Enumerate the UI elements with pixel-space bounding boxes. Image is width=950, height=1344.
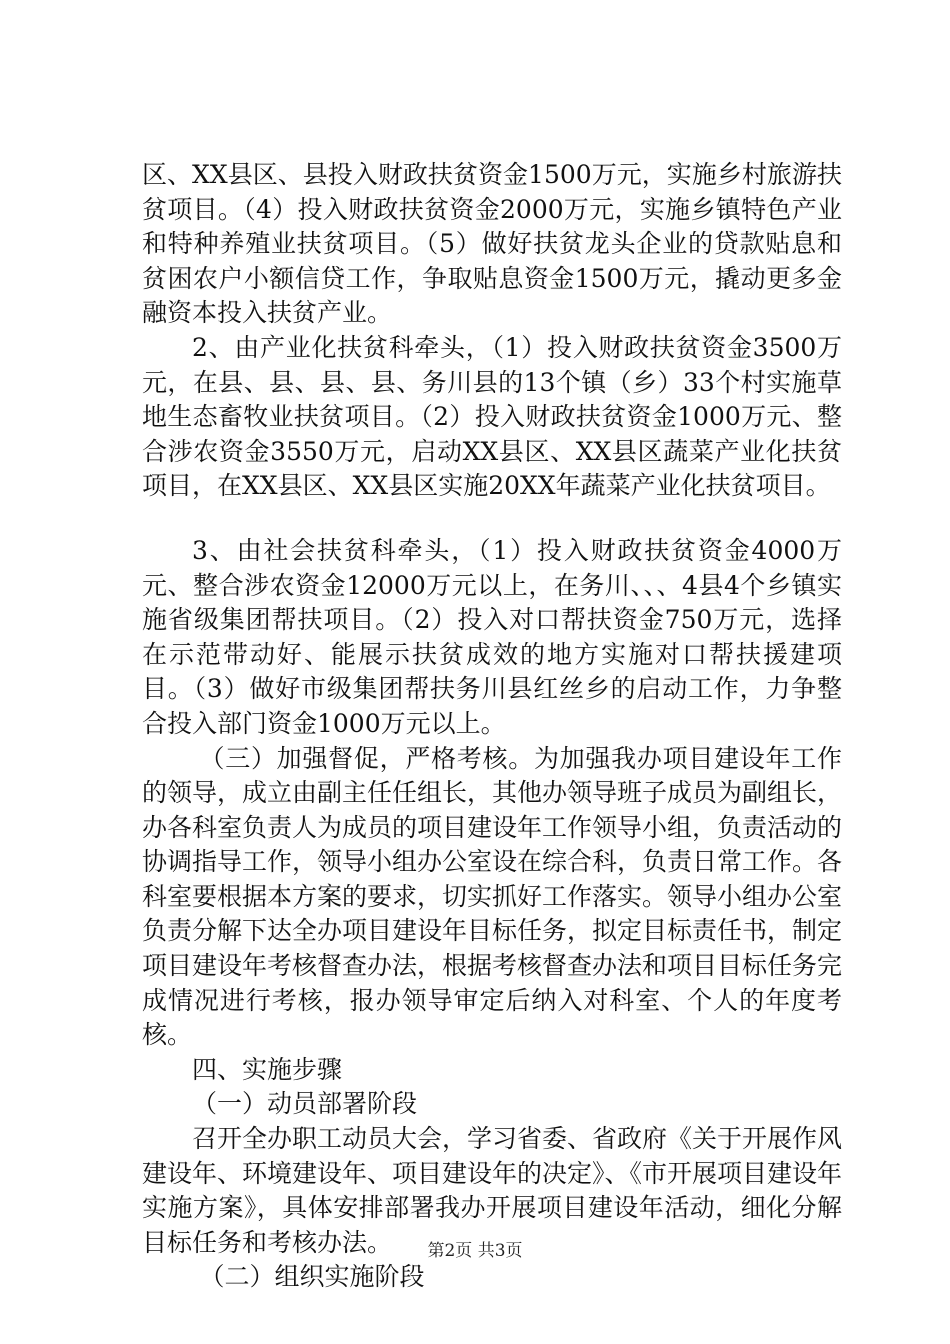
subheading-organization-stage: （二）组织实施阶段 [199, 1262, 425, 1292]
paragraph-industrial-poverty: 2、由产业化扶贫科牵头，（1）投入财政扶贫资金3500万元，在县、县、县、县、务川县的13个镇（乡）33个村实施草地生态畜牧业扶贫项目。（2）投入财政扶贫资金1000万元、整合涉农资金3550万元，启动XX县区、XX县区蔬菜产业化扶贫项目，在XX县区、XX县区实施20XX年蔬菜产业化扶贫项目。 [142, 332, 842, 501]
document-body [142, 158, 842, 1295]
subheading-mobilization-stage: （一）动员部署阶段 [192, 1089, 418, 1119]
section-heading-implementation-steps: 四、实施步骤 [192, 1054, 343, 1084]
paragraph-supervision-assessment: （三）加强督促，严格考核。为加强我办项目建设年工作的领导，成立由副主任任组长，其他办领导班子成员为副组长，办各科室负责人为成员的项目建设年工作领导小组，负责活动的协调指导工作，领导小组办公室设在综合科，负责日常工作。各科室要根据本方案的要求，切实抓好工作落实。领导小组办公室负责分解下达全办项目建设年目标任务，拟定目标责任书，制定项目建设年考核督查办法，根据考核督查办法和项目目标任务完成情况进行考核，报办领导审定后纳入对科室、个人的年度考核。 [142, 743, 843, 1050]
paragraph-tourism-projects: 区、XX县区、县投入财政扶贫资金1500万元，实施乡村旅游扶贫项目。（4）投入财政扶贫资金2000万元，实施乡镇特色产业和特种养殖业扶贫项目。（5）做好扶贫龙头企业的贷款贴息和贫困农户小额信贷工作，争取贴息资金1500万元，撬动更多金融资本投入扶贫产业。 [142, 160, 842, 328]
page-number-footer: 第2页 共3页 [427, 1241, 523, 1261]
paragraph-social-poverty: 3、由社会扶贫科牵头，（1）投入财政扶贫资金4000万元、整合涉农资金12000万元以上，在务川、、、4县4个乡镇实施省级集团帮扶项目。（2）投入对口帮扶资金750万元，选择在示范带动好、能展示扶贫成效的地方实施对口帮扶援建项目。（3）做好市级集团帮扶务川县红丝乡的启动工作，力争整合投入部门资金1000万元以上。 [142, 535, 842, 738]
paragraph-mobilization-meeting: 召开全办职工动员大会，学习省委、省政府《关于开展作风建设年、环境建设年、项目建设年的决定》、《市开展项目建设年实施方案》，具体安排部署我办开展项目建设年活动，细化分解目标任务和考核办法。 [142, 1124, 843, 1257]
